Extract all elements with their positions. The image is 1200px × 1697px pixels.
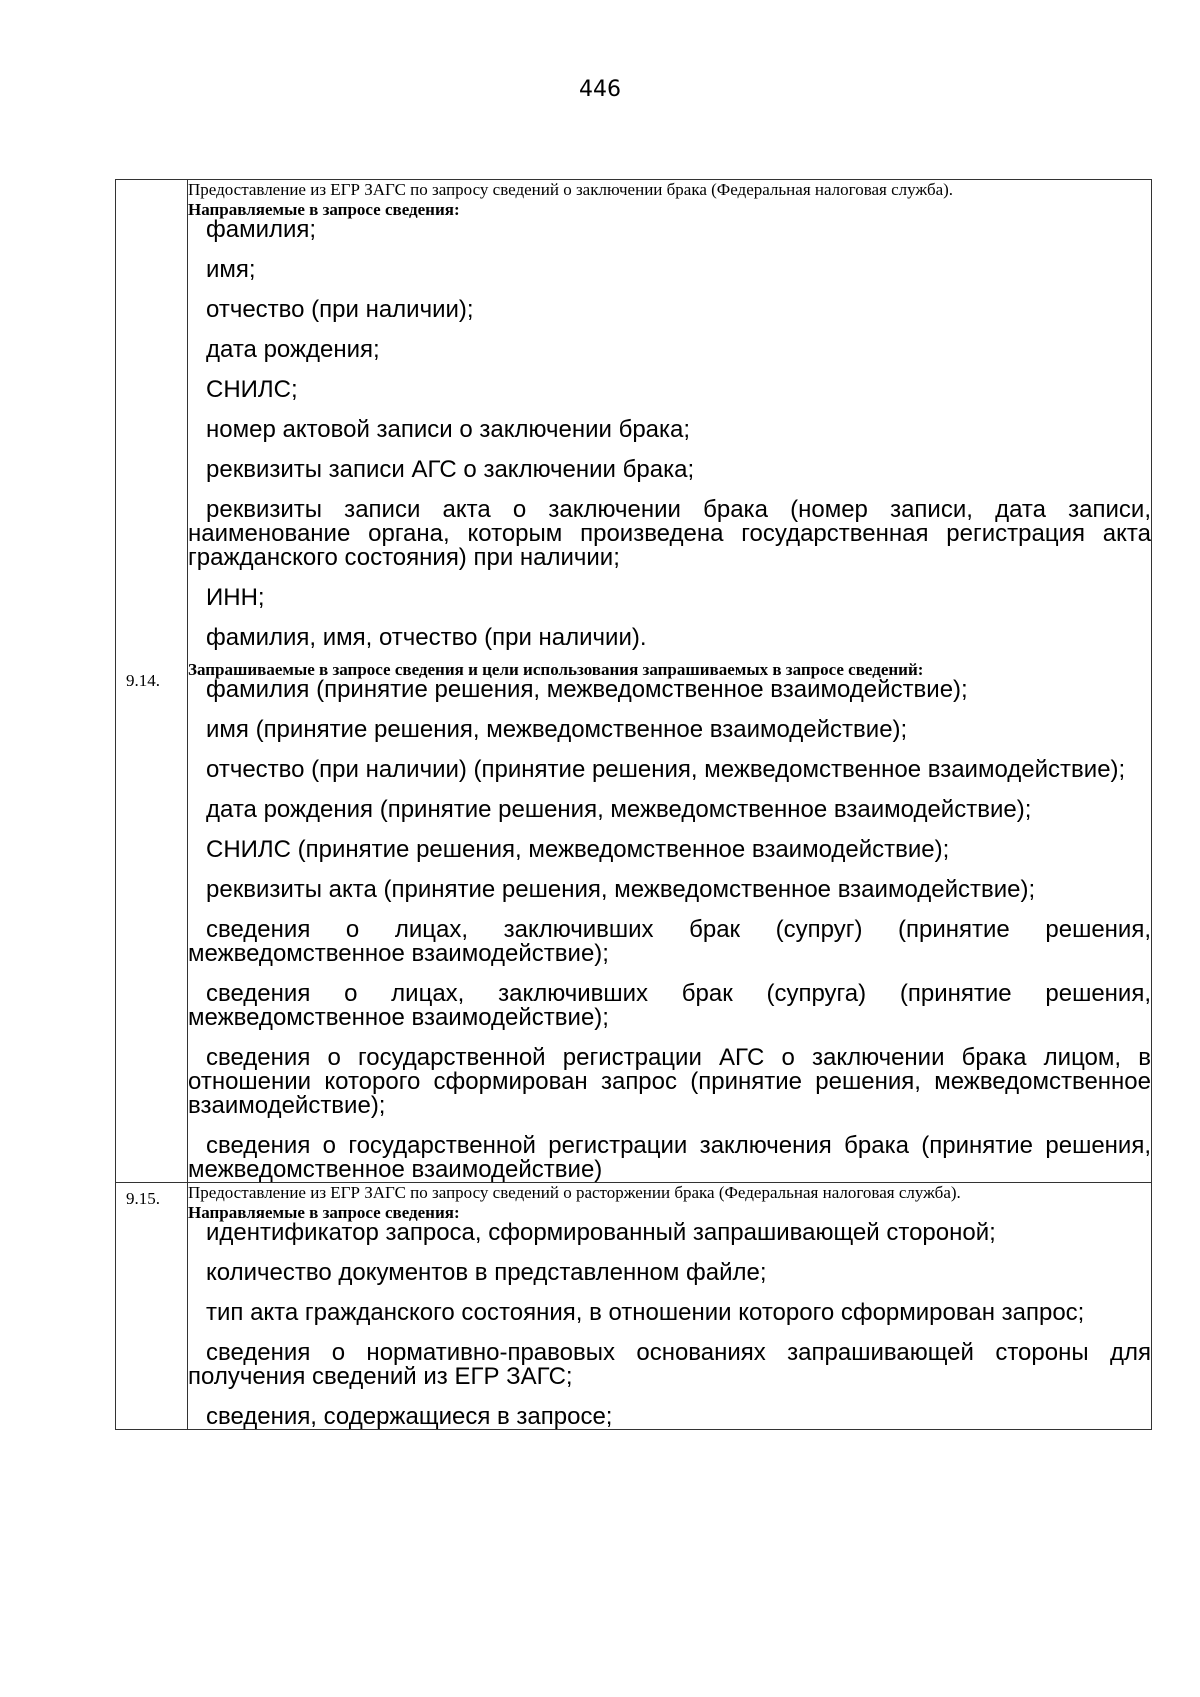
list-item: реквизиты записи акта о заключении брака (номер записи, дата записи, наименование органа, которым произведена государственная регистрация акта гражданского состояния) при наличии; <box>188 496 1151 571</box>
list-item: сведения о лицах, заключивших брак (супруга) (принятие решения, межведомственное взаимодействие); <box>188 980 1151 1031</box>
list-item: сведения о лицах, заключивших брак (супруг) (принятие решения, межведомственное взаимодействие); <box>188 916 1151 967</box>
list-item: реквизиты акта (принятие решения, межведомственное взаимодействие); <box>206 876 1036 903</box>
row-number-cell <box>116 180 188 1183</box>
service-title: Предоставление из ЕГР ЗАГС по запросу сведений о заключении брака (Федеральная налоговая служба). <box>188 180 954 199</box>
list-item: сведения, содержащиеся в запросе; <box>206 1403 613 1430</box>
list-item: дата рождения (принятие решения, межведомственное взаимодействие); <box>206 796 1032 823</box>
row-number: 9.15. <box>126 1189 160 1208</box>
row-number: 9.14. <box>126 671 160 690</box>
list-item: фамилия (принятие решения, межведомственное взаимодействие); <box>206 676 968 703</box>
requested-data-heading: Запрашиваемые в запросе сведения и цели использования запрашиваемых в запросе сведений: <box>188 660 924 679</box>
list-item: сведения о государственной регистрации АГС о заключении брака лицом, в отношении которого сформирован запрос (принятие решения, межведомственное взаимодействие); <box>188 1044 1151 1119</box>
sent-data-list <box>188 1221 1151 1429</box>
list-item: дата рождения; <box>206 336 380 363</box>
list-item: номер актовой записи о заключении брака; <box>206 416 691 443</box>
page-number: 446 <box>579 77 621 102</box>
row-number-cell <box>116 1183 188 1430</box>
list-item: имя (принятие решения, межведомственное взаимодействие); <box>206 716 908 743</box>
list-item: отчество (при наличии) (принятие решения, межведомственное взаимодействие); <box>206 756 1126 783</box>
row-content-cell <box>188 1183 1152 1430</box>
list-item: сведения о нормативно-правовых основаниях запрашивающей стороны для получения сведений из ЕГР ЗАГС; <box>188 1339 1151 1390</box>
service-title: Предоставление из ЕГР ЗАГС по запросу сведений о расторжении брака (Федеральная налоговая служба). <box>188 1183 961 1202</box>
list-item: имя; <box>206 256 256 283</box>
table-row-9-14 <box>116 180 1152 1183</box>
list-item: фамилия, имя, отчество (при наличии). <box>206 624 647 651</box>
services-table <box>115 179 1152 1430</box>
list-item: СНИЛС (принятие решения, межведомственное взаимодействие); <box>206 836 950 863</box>
sent-data-heading: Направляемые в запросе сведения: <box>188 1203 460 1222</box>
requested-data-list <box>188 678 1151 1182</box>
row-content-cell <box>188 180 1152 1183</box>
table-row-9-15 <box>116 1183 1152 1430</box>
list-item: тип акта гражданского состояния, в отношении которого сформирован запрос; <box>206 1299 1085 1326</box>
list-item: отчество (при наличии); <box>206 296 474 323</box>
list-item: СНИЛС; <box>206 376 298 403</box>
list-item: количество документов в представленном файле; <box>206 1259 767 1286</box>
sent-data-list <box>188 218 1151 650</box>
list-item: ИНН; <box>206 584 265 611</box>
list-item: идентификатор запроса, сформированный запрашивающей стороной; <box>206 1219 996 1246</box>
list-item: сведения о государственной регистрации заключения брака (принятие решения, межведомственное взаимодействие) <box>188 1132 1151 1183</box>
list-item: реквизиты записи АГС о заключении брака; <box>206 456 695 483</box>
list-item: фамилия; <box>206 216 317 243</box>
sent-data-heading: Направляемые в запросе сведения: <box>188 200 460 219</box>
